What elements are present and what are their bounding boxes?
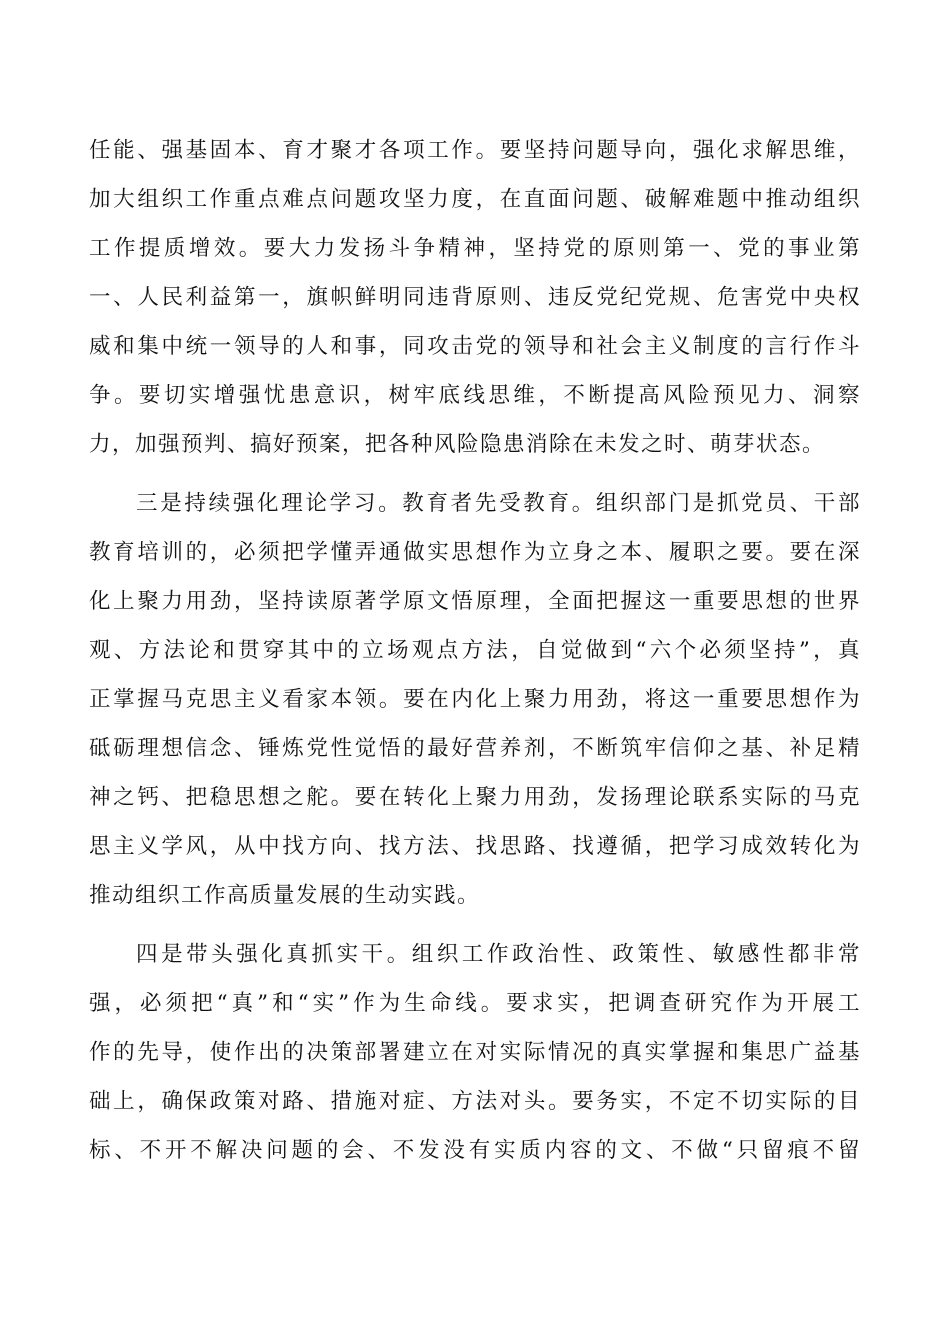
paragraph-first-line: 三是持续强化理论学习。教育者先受教育。组织部门是抓党员、干部 <box>136 491 861 516</box>
text-line: 教育培训的，必须把学懂弄通做实思想作为立身之本、履职之要。要在深 <box>89 540 861 565</box>
text-line: 工作提质增效。要大力发扬斗争精神，坚持党的原则第一、党的事业第 <box>89 236 861 261</box>
text-line: 威和集中统一领导的人和事，同攻击党的领导和社会主义制度的言行作斗 <box>89 334 861 359</box>
text-line: 任能、强基固本、育才聚才各项工作。要坚持问题导向，强化求解思维， <box>89 138 861 163</box>
text-line: 力，加强预判、搞好预案，把各种风险隐患消除在未发之时、萌芽状态。 <box>89 432 826 457</box>
text-line: 作的先导，使作出的决策部署建立在对实际情况的真实掌握和集思广益基 <box>89 1040 861 1065</box>
text-line: 标、不开不解决问题的会、不发没有实质内容的文、不做“只留痕不留 <box>89 1138 861 1163</box>
text-line: 加大组织工作重点难点问题攻坚力度，在直面问题、破解难题中推动组织 <box>89 187 861 212</box>
text-line: 神之钙、把稳思想之舵。要在转化上聚力用劲，发扬理论联系实际的马克 <box>89 785 861 810</box>
paragraph-first-line: 四是带头强化真抓实干。组织工作政治性、政策性、敏感性都非常 <box>136 942 861 967</box>
text-line: 正掌握马克思主义看家本领。要在内化上聚力用劲，将这一重要思想作为 <box>89 687 861 712</box>
text-line: 推动组织工作高质量发展的生动实践。 <box>89 883 481 908</box>
text-line: 强，必须把“真”和“实”作为生命线。要求实，把调查研究作为开展工 <box>89 991 861 1016</box>
text-line: 一、人民利益第一，旗帜鲜明同违背原则、违反党纪党规、危害党中央权 <box>89 285 861 310</box>
text-line: 化上聚力用劲，坚持读原著学原文悟原理，全面把握这一重要思想的世界 <box>89 589 861 614</box>
text-line: 争。要切实增强忧患意识，树牢底线思维，不断提高风险预见力、洞察 <box>89 383 861 408</box>
text-line: 观、方法论和贯穿其中的立场观点方法，自觉做到“六个必须坚持”，真 <box>89 638 861 663</box>
text-line: 思主义学风，从中找方向、找方法、找思路、找遵循，把学习成效转化为 <box>89 834 861 859</box>
text-line: 础上，确保政策对路、措施对症、方法对头。要务实，不定不切实际的目 <box>89 1089 861 1114</box>
text-line: 砥砺理想信念、锤炼党性觉悟的最好营养剂，不断筑牢信仰之基、补足精 <box>89 736 861 761</box>
